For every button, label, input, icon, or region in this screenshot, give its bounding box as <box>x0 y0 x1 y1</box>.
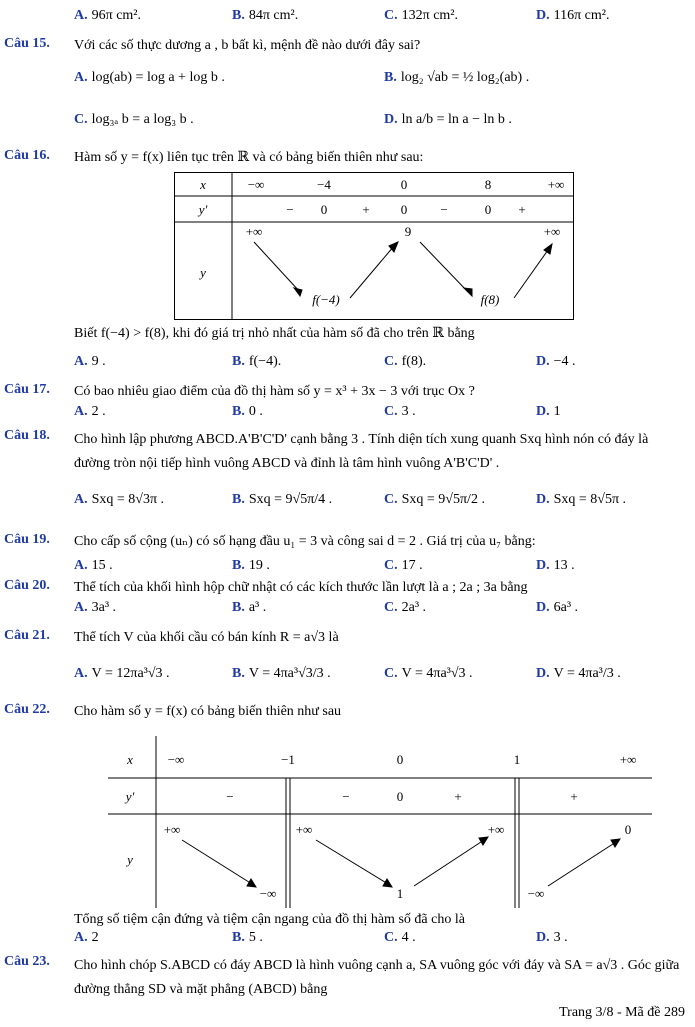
option-a: A. 96π cm². <box>74 8 141 23</box>
option-d: D. 3 . <box>536 930 568 945</box>
question-number: Câu 18. <box>4 428 50 443</box>
y-value: +∞ <box>487 822 505 837</box>
option-a: A. 9 . <box>74 354 106 369</box>
question-number: Câu 19. <box>4 532 50 547</box>
prev-question-options <box>0 8 695 28</box>
y-value: 9 <box>404 224 412 239</box>
question-text: Cho hàm số y = f(x) có bảng biến thiên như sau <box>74 704 342 719</box>
y-value: 0 <box>624 822 632 837</box>
option-c: C. 3 . <box>384 404 416 419</box>
option-b: B. log₂ √ab = ½ log₂(ab) . <box>384 70 530 85</box>
question-text: Thể tích của khối hình hộp chữ nhật có các kích thước lần lượt là a ; 2a ; 3a bằng <box>74 580 528 595</box>
variation-table <box>174 172 574 320</box>
yp-header: y' <box>198 202 208 217</box>
option-c: C. log₃ₐ b = a log₃ b . <box>74 112 194 127</box>
option-d: D. 6a³ . <box>536 600 579 615</box>
option-a: A. 2 <box>74 930 99 945</box>
y-value: f(8) <box>480 292 500 307</box>
x-header: x <box>127 752 133 767</box>
x-value: −4 <box>317 177 331 192</box>
option-b: B. 84π cm². <box>232 8 299 23</box>
sign: 0 <box>396 789 404 804</box>
x-value: −∞ <box>167 752 185 767</box>
y-value: +∞ <box>295 822 313 837</box>
option-c: C. V = 4πa³√3 . <box>384 666 473 681</box>
x-value: 8 <box>484 177 492 192</box>
option-b: B. V = 4πa³√3/3 . <box>232 666 331 681</box>
option-c: C. 2a³ . <box>384 600 427 615</box>
option-a: A. Sxq = 8√3π . <box>74 492 165 507</box>
question-text: Thể tích V của khối cầu có bán kính R = a√3 là <box>74 630 339 645</box>
option-c: C. 4 . <box>384 930 416 945</box>
option-a: A. V = 12πa³√3 . <box>74 666 170 681</box>
question-text: Có bao nhiêu giao điểm của đồ thị hàm số y = x³ + 3x − 3 với trục Ox ? <box>74 384 475 399</box>
question-number: Câu 17. <box>4 382 50 397</box>
yp-header: y' <box>125 789 135 804</box>
option-d: D. 116π cm². <box>536 8 610 23</box>
option-d: D. V = 4πa³/3 . <box>536 666 621 681</box>
option-c: C. 132π cm². <box>384 8 458 23</box>
question-note: Biết f(−4) > f(8), khi đó giá trị nhỏ nhất của hàm số đã cho trên ℝ bằng <box>74 326 475 341</box>
x-header: x <box>200 177 206 192</box>
sign: − <box>342 789 350 804</box>
question-number: Câu 22. <box>4 702 50 717</box>
option-a: A. log(ab) = log a + log b . <box>74 70 225 85</box>
sign: + <box>454 789 462 804</box>
option-c: C. 17 . <box>384 558 423 573</box>
x-value: 1 <box>513 752 521 767</box>
sign: + <box>518 202 526 217</box>
option-a: A. 15 . <box>74 558 113 573</box>
sign: 0 <box>320 202 328 217</box>
x-value: −∞ <box>247 177 265 192</box>
sign: + <box>362 202 370 217</box>
option-d: D. ln a/b = ln a − ln b . <box>384 112 512 127</box>
y-value: −∞ <box>527 886 545 901</box>
x-value: 0 <box>396 752 404 767</box>
x-value: +∞ <box>547 177 565 192</box>
sign: 0 <box>400 202 408 217</box>
y-header: y <box>127 852 133 867</box>
question-text: Cho hình lập phương ABCD.A'B'C'D' cạnh bằng 3 . Tính diện tích xung quanh Sxq hình nón có đáy là đường tròn nội tiếp hình vuông ABCD và đỉnh là tâm hình vuông A'B'C'D' . <box>74 432 649 471</box>
option-b: B. a³ . <box>232 600 267 615</box>
option-d: D. Sxq = 8√5π . <box>536 492 627 507</box>
question-note: Tổng số tiệm cận đứng và tiệm cận ngang của đồ thị hàm số đã cho là <box>74 912 465 927</box>
question-number: Câu 15. <box>4 36 50 51</box>
variation-table <box>108 736 652 908</box>
option-d: D. 1 <box>536 404 561 419</box>
question-number: Câu 23. <box>4 954 50 969</box>
option-c: C. f(8). <box>384 354 427 369</box>
sign: + <box>570 789 578 804</box>
question-number: Câu 16. <box>4 148 50 163</box>
y-value: 1 <box>396 886 404 901</box>
x-value: 0 <box>400 177 408 192</box>
question-text: Với các số thực dương a , b bất kì, mệnh đề nào dưới đây sai? <box>74 38 421 53</box>
question-text: Cho cấp số cộng (uₙ) có số hạng đầu u₁ = 3 và công sai d = 2 . Giá trị của u₇ bằng: <box>74 534 536 549</box>
option-b: B. 0 . <box>232 404 263 419</box>
option-b: B. f(−4). <box>232 354 282 369</box>
y-value: f(−4) <box>312 292 340 307</box>
option-b: B. Sxq = 9√5π/4 . <box>232 492 333 507</box>
question-text: Hàm số y = f(x) liên tục trên ℝ và có bảng biến thiên như sau: <box>74 150 424 165</box>
option-d: D. 13 . <box>536 558 575 573</box>
sign: 0 <box>484 202 492 217</box>
option-d: D. −4 . <box>536 354 576 369</box>
x-value: −1 <box>281 752 295 767</box>
sign: − <box>286 202 294 217</box>
y-value: +∞ <box>163 822 181 837</box>
question-number: Câu 21. <box>4 628 50 643</box>
option-b: B. 19 . <box>232 558 270 573</box>
question-text: Cho hình chóp S.ABCD có đáy ABCD là hình vuông cạnh a, SA vuông góc với đáy và SA = a√3 . Góc giữa đường thẳng SD và mặt phẳng (ABCD) bằng <box>74 958 680 997</box>
x-value: +∞ <box>619 752 637 767</box>
option-c: C. Sxq = 9√5π/2 . <box>384 492 485 507</box>
y-value: +∞ <box>245 224 263 239</box>
y-value: +∞ <box>543 224 561 239</box>
sign: − <box>440 202 448 217</box>
option-a: A. 2 . <box>74 404 106 419</box>
y-header: y <box>200 265 206 280</box>
option-a: A. 3a³ . <box>74 600 117 615</box>
option-b: B. 5 . <box>232 930 263 945</box>
y-value: −∞ <box>259 886 277 901</box>
sign: − <box>226 789 234 804</box>
page-footer: Trang 3/8 - Mã đề 289 <box>559 1005 685 1020</box>
question-number: Câu 20. <box>4 578 50 593</box>
